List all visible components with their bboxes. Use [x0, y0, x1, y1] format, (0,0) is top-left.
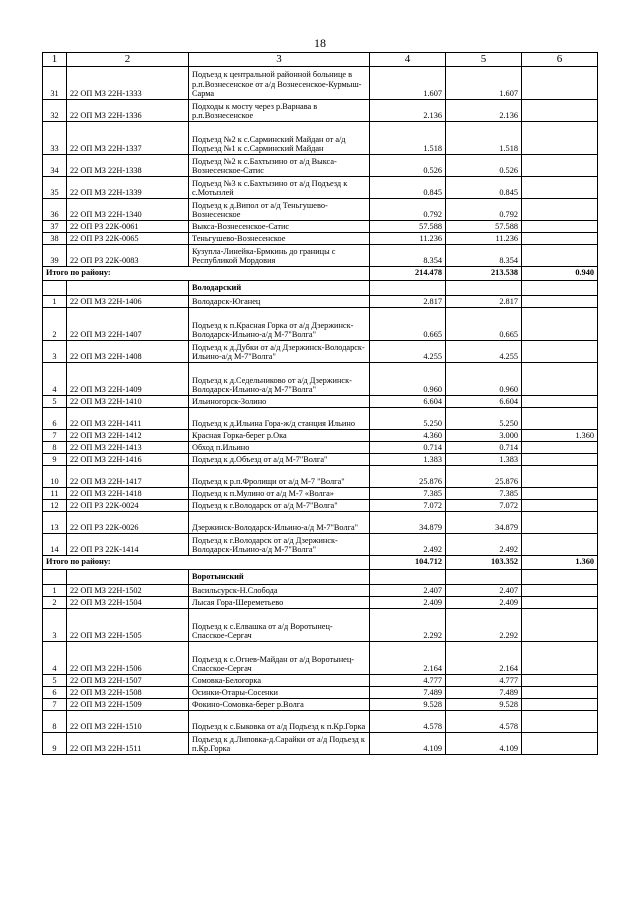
- length-col6: [522, 154, 598, 176]
- table-row: [43, 533, 598, 555]
- row-number: 12: [43, 499, 67, 511]
- road-name: Подъезд к с.Быковка от а/д Подъезд к п.Кр.Горка: [189, 710, 370, 732]
- column-header: 1: [43, 53, 67, 67]
- table-row: [43, 154, 598, 176]
- length-col5: 2.407: [446, 584, 522, 596]
- road-code: 22 ОП МЗ 22Н-1413: [67, 441, 189, 453]
- length-col6: [522, 244, 598, 266]
- road-name: Подходы к мосту через р.Варнава в р.п.Вознесенское: [189, 99, 370, 121]
- table-row: [43, 307, 598, 340]
- length-col6: [522, 441, 598, 453]
- road-name: Подъезд №3 к с.Бахтызино от а/д Подъезд к с.Мотызлей: [189, 176, 370, 198]
- length-total: 0.960: [370, 362, 446, 395]
- empty-cell: [67, 280, 189, 295]
- table-row: [43, 674, 598, 686]
- length-col5: 0.526: [446, 154, 522, 176]
- length-col5: 9.528: [446, 698, 522, 710]
- road-name: Подъезд к п.Мулино от а/д М-7 «Волга»: [189, 487, 370, 499]
- road-code: 22 ОП МЗ 22Н-1505: [67, 608, 189, 641]
- length-col5: 57.588: [446, 220, 522, 232]
- length-col6: [522, 295, 598, 307]
- road-code: 22 ОП МЗ 22Н-1407: [67, 307, 189, 340]
- road-code: 22 ОП МЗ 22Н-1416: [67, 453, 189, 465]
- road-name: Выкса-Вознесенское-Сатис: [189, 220, 370, 232]
- district-header-row: [43, 280, 598, 295]
- length-col6: [522, 596, 598, 608]
- length-total: 0.792: [370, 198, 446, 220]
- row-number: 36: [43, 198, 67, 220]
- road-name: Дзержинск-Володарск-Ильино-а/д М-7"Волга": [189, 511, 370, 533]
- length-total: 7.489: [370, 686, 446, 698]
- empty-cell: [446, 569, 522, 584]
- length-col5: 34.879: [446, 511, 522, 533]
- row-number: 3: [43, 340, 67, 362]
- length-col6: [522, 698, 598, 710]
- empty-cell: [370, 280, 446, 295]
- length-total: 11.236: [370, 232, 446, 244]
- length-col6: [522, 641, 598, 674]
- table-row: [43, 441, 598, 453]
- road-name: Подъезд к с.Елвашка от а/д Воротынец-Спасское-Сергач: [189, 608, 370, 641]
- empty-cell: [522, 280, 598, 295]
- empty-cell: [446, 280, 522, 295]
- length-total: 1.518: [370, 121, 446, 154]
- road-name: Сомовка-Белогорка: [189, 674, 370, 686]
- length-col6: [522, 340, 598, 362]
- length-total: 4.777: [370, 674, 446, 686]
- road-name: Осинки-Отары-Сосенки: [189, 686, 370, 698]
- length-total: 2.136: [370, 99, 446, 121]
- road-name: Подъезд №2 к с.Сарминский Майдан от а/д Подъезд №1 к с.Сарминский Майдан: [189, 121, 370, 154]
- district-name: Воротынский: [189, 569, 370, 584]
- table-row: [43, 362, 598, 395]
- table-row: [43, 584, 598, 596]
- road-code: 22 ОП МЗ 22Н-1336: [67, 99, 189, 121]
- road-name: Подъезд к г.Володарск от а/д М-7"Волга": [189, 499, 370, 511]
- length-col6: [522, 66, 598, 99]
- district-total-row: [43, 266, 598, 280]
- road-name: Подъезд к р.п.Фролищи от а/д М-7 "Волга": [189, 465, 370, 487]
- empty-cell: [43, 569, 67, 584]
- length-total: 2.492: [370, 533, 446, 555]
- total-label: Итого по району:: [43, 555, 370, 569]
- length-col5: 3.000: [446, 429, 522, 441]
- row-number: 32: [43, 99, 67, 121]
- road-code: 22 ОП МЗ 22Н-1418: [67, 487, 189, 499]
- road-code: 22 ОП РЗ 22К-0083: [67, 244, 189, 266]
- row-number: 6: [43, 686, 67, 698]
- length-col5: 0.792: [446, 198, 522, 220]
- road-name: Володарск-Юганец: [189, 295, 370, 307]
- length-total: 6.604: [370, 395, 446, 407]
- length-total: 0.714: [370, 441, 446, 453]
- length-col5: 5.250: [446, 407, 522, 429]
- length-total: 0.665: [370, 307, 446, 340]
- table-body: [43, 66, 598, 754]
- length-col6: [522, 465, 598, 487]
- length-total: 8.354: [370, 244, 446, 266]
- table-row: [43, 732, 598, 754]
- table-row: [43, 429, 598, 441]
- road-code: 22 ОП РЗ 22К-0026: [67, 511, 189, 533]
- length-col5: 4.109: [446, 732, 522, 754]
- length-col5: 0.665: [446, 307, 522, 340]
- length-col5: 25.876: [446, 465, 522, 487]
- table-row: [43, 499, 598, 511]
- road-code: 22 ОП МЗ 22Н-1337: [67, 121, 189, 154]
- total-col6: 0.940: [522, 266, 598, 280]
- road-code: 22 ОП МЗ 22Н-1510: [67, 710, 189, 732]
- length-total: 34.879: [370, 511, 446, 533]
- length-total: 25.876: [370, 465, 446, 487]
- column-header: 5: [446, 53, 522, 67]
- length-col5: 7.072: [446, 499, 522, 511]
- length-total: 1.383: [370, 453, 446, 465]
- table-row: [43, 220, 598, 232]
- row-number: 4: [43, 362, 67, 395]
- road-name: Теньгушево-Вознесенское: [189, 232, 370, 244]
- length-total: 7.385: [370, 487, 446, 499]
- length-col6: [522, 121, 598, 154]
- road-code: 22 ОП МЗ 22Н-1502: [67, 584, 189, 596]
- table-row: [43, 710, 598, 732]
- column-header: 3: [189, 53, 370, 67]
- length-col6: [522, 533, 598, 555]
- road-code: 22 ОП МЗ 22Н-1333: [67, 66, 189, 99]
- length-total: 4.255: [370, 340, 446, 362]
- empty-cell: [43, 280, 67, 295]
- road-code: 22 ОП МЗ 22Н-1508: [67, 686, 189, 698]
- length-col5: 2.164: [446, 641, 522, 674]
- table-row: [43, 244, 598, 266]
- length-col5: 7.385: [446, 487, 522, 499]
- road-code: 22 ОП МЗ 22Н-1408: [67, 340, 189, 362]
- road-name: Васильсурск-Н.Слобода: [189, 584, 370, 596]
- row-number: 31: [43, 66, 67, 99]
- row-number: 4: [43, 641, 67, 674]
- length-col5: 4.578: [446, 710, 522, 732]
- row-number: 1: [43, 295, 67, 307]
- length-col5: 7.489: [446, 686, 522, 698]
- road-code: 22 ОП МЗ 22Н-1417: [67, 465, 189, 487]
- road-code: 22 ОП МЗ 22Н-1412: [67, 429, 189, 441]
- page-number: 18: [314, 36, 326, 50]
- district-header-row: [43, 569, 598, 584]
- table-row: [43, 232, 598, 244]
- length-col5: 8.354: [446, 244, 522, 266]
- road-name: Подъезд к п.Красная Горка от а/д Дзержинск-Володарск-Ильино-а/д М-7"Волга": [189, 307, 370, 340]
- road-name: Ильиногорск-Золино: [189, 395, 370, 407]
- row-number: 6: [43, 407, 67, 429]
- row-number: 2: [43, 596, 67, 608]
- total-col6: 1.360: [522, 555, 598, 569]
- total-col5: 103.352: [446, 555, 522, 569]
- length-col6: [522, 307, 598, 340]
- table-row: [43, 511, 598, 533]
- road-code: 22 ОП МЗ 22Н-1339: [67, 176, 189, 198]
- length-total: 9.528: [370, 698, 446, 710]
- length-col5: 2.409: [446, 596, 522, 608]
- length-total: 2.409: [370, 596, 446, 608]
- road-code: 22 ОП МЗ 22Н-1410: [67, 395, 189, 407]
- row-number: 14: [43, 533, 67, 555]
- length-total: 0.845: [370, 176, 446, 198]
- length-total: 2.292: [370, 608, 446, 641]
- length-col5: 0.845: [446, 176, 522, 198]
- row-number: 33: [43, 121, 67, 154]
- road-code: 22 ОП МЗ 22Н-1504: [67, 596, 189, 608]
- length-total: 7.072: [370, 499, 446, 511]
- road-code: 22 ОП МЗ 22Н-1507: [67, 674, 189, 686]
- road-name: Лысая Гора-Шереметьево: [189, 596, 370, 608]
- length-col5: 6.604: [446, 395, 522, 407]
- row-number: 8: [43, 441, 67, 453]
- length-total: 2.407: [370, 584, 446, 596]
- column-header: 6: [522, 53, 598, 67]
- length-col6: [522, 710, 598, 732]
- road-name: Подъезд к с.Огнев-Майдан от а/д Воротынец-Спасское-Сергач: [189, 641, 370, 674]
- table-row: [43, 407, 598, 429]
- length-col5: 2.292: [446, 608, 522, 641]
- table-row: [43, 686, 598, 698]
- length-col5: 4.777: [446, 674, 522, 686]
- road-code: 22 ОП МЗ 22Н-1511: [67, 732, 189, 754]
- length-col6: [522, 395, 598, 407]
- length-col6: 1.360: [522, 429, 598, 441]
- road-name: Подъезд к д.Дубки от а/д Дзержинск-Володарск-Ильино-а/д М-7"Волга": [189, 340, 370, 362]
- row-number: 7: [43, 429, 67, 441]
- road-code: 22 ОП МЗ 22Н-1340: [67, 198, 189, 220]
- row-number: 13: [43, 511, 67, 533]
- length-total: 57.588: [370, 220, 446, 232]
- length-col6: [522, 511, 598, 533]
- road-name: Фокино-Сомовка-берег р.Волга: [189, 698, 370, 710]
- road-code: 22 ОП РЗ 22К-0065: [67, 232, 189, 244]
- length-col6: [522, 176, 598, 198]
- road-code: 22 ОП МЗ 22Н-1411: [67, 407, 189, 429]
- length-col6: [522, 220, 598, 232]
- length-col6: [522, 608, 598, 641]
- column-header: 4: [370, 53, 446, 67]
- length-col5: 1.607: [446, 66, 522, 99]
- table-row: [43, 340, 598, 362]
- column-header: 2: [67, 53, 189, 67]
- length-total: 0.526: [370, 154, 446, 176]
- road-name: Подъезд к д.Липовка-д.Сарайки от а/д Подъезд к п.Кр.Горка: [189, 732, 370, 754]
- length-col6: [522, 732, 598, 754]
- table-row: [43, 66, 598, 99]
- road-name: Подъезд к центральной районной больнице в р.п.Вознесенское от а/д Вознесенское-Курмыш-Сарма: [189, 66, 370, 99]
- road-code: 22 ОП РЗ 22К-0061: [67, 220, 189, 232]
- road-code: 22 ОП МЗ 22Н-1506: [67, 641, 189, 674]
- length-col5: 1.383: [446, 453, 522, 465]
- empty-cell: [522, 569, 598, 584]
- district-name: Володарский: [189, 280, 370, 295]
- row-number: 35: [43, 176, 67, 198]
- length-col6: [522, 198, 598, 220]
- road-code: 22 ОП МЗ 22Н-1338: [67, 154, 189, 176]
- total-col5: 213.538: [446, 266, 522, 280]
- table-row: [43, 198, 598, 220]
- length-col5: 2.817: [446, 295, 522, 307]
- road-name: Подъезд к д.Объезд от а/д М-7"Волга": [189, 453, 370, 465]
- row-number: 11: [43, 487, 67, 499]
- length-col5: 0.960: [446, 362, 522, 395]
- table-row: [43, 641, 598, 674]
- length-col6: [522, 232, 598, 244]
- length-col5: 2.492: [446, 533, 522, 555]
- table-row: [43, 698, 598, 710]
- table-row: [43, 295, 598, 307]
- table-row: [43, 453, 598, 465]
- row-number: 5: [43, 395, 67, 407]
- length-total: 4.360: [370, 429, 446, 441]
- length-col6: [522, 499, 598, 511]
- row-number: 37: [43, 220, 67, 232]
- row-number: 2: [43, 307, 67, 340]
- road-code: 22 ОП МЗ 22Н-1409: [67, 362, 189, 395]
- total-label: Итого по району:: [43, 266, 370, 280]
- length-col6: [522, 686, 598, 698]
- table-row: [43, 121, 598, 154]
- row-number: 5: [43, 674, 67, 686]
- roads-table: [42, 52, 598, 755]
- table-row: [43, 99, 598, 121]
- length-col5: 11.236: [446, 232, 522, 244]
- length-col6: [522, 453, 598, 465]
- length-col6: [522, 407, 598, 429]
- length-col6: [522, 99, 598, 121]
- length-total: 5.250: [370, 407, 446, 429]
- empty-cell: [370, 569, 446, 584]
- road-name: Обход п.Ильино: [189, 441, 370, 453]
- road-code: 22 ОП МЗ 22Н-1509: [67, 698, 189, 710]
- road-name: Подъезд к д.Ильина Гора-ж/д станция Ильино: [189, 407, 370, 429]
- length-col5: 4.255: [446, 340, 522, 362]
- table-row: [43, 596, 598, 608]
- length-total: 1.607: [370, 66, 446, 99]
- road-name: Кузупла-Линейка-Брмкинь до границы с Республикой Мордовия: [189, 244, 370, 266]
- length-col5: 2.136: [446, 99, 522, 121]
- road-name: Подъезд №2 к с.Бахтызино от а/д Выкса-Вознесенское-Сатис: [189, 154, 370, 176]
- road-code: 22 ОП МЗ 22Н-1406: [67, 295, 189, 307]
- road-code: 22 ОП РЗ 22К-1414: [67, 533, 189, 555]
- length-total: 2.164: [370, 641, 446, 674]
- road-name: Подъезд к д.Седельниково от а/д Дзержинск-Володарск-Ильино-а/д М-7"Волга": [189, 362, 370, 395]
- length-total: 4.109: [370, 732, 446, 754]
- table-row: [43, 176, 598, 198]
- road-name: Подъезд к д.Випол от а/д Теньгушево-Вознесенское: [189, 198, 370, 220]
- row-number: 10: [43, 465, 67, 487]
- table-row: [43, 395, 598, 407]
- road-code: 22 ОП РЗ 22К-0024: [67, 499, 189, 511]
- table-row: [43, 487, 598, 499]
- road-name: Красная Горка-берег р.Ока: [189, 429, 370, 441]
- row-number: 8: [43, 710, 67, 732]
- row-number: 3: [43, 608, 67, 641]
- district-total-row: [43, 555, 598, 569]
- row-number: 7: [43, 698, 67, 710]
- row-number: 34: [43, 154, 67, 176]
- row-number: 38: [43, 232, 67, 244]
- total-col4: 104.712: [370, 555, 446, 569]
- row-number: 39: [43, 244, 67, 266]
- row-number: 9: [43, 732, 67, 754]
- length-col5: 1.518: [446, 121, 522, 154]
- length-col5: 0.714: [446, 441, 522, 453]
- length-col6: [522, 362, 598, 395]
- length-col6: [522, 487, 598, 499]
- table-row: [43, 465, 598, 487]
- length-col6: [522, 584, 598, 596]
- column-numbers-row: [43, 53, 598, 67]
- table-row: [43, 608, 598, 641]
- road-name: Подъезд к г.Володарск от а/д Дзержинск-Володарск-Ильино-а/д М-7"Волга": [189, 533, 370, 555]
- length-total: 2.817: [370, 295, 446, 307]
- length-total: 4.578: [370, 710, 446, 732]
- row-number: 9: [43, 453, 67, 465]
- empty-cell: [67, 569, 189, 584]
- total-col4: 214.478: [370, 266, 446, 280]
- row-number: 1: [43, 584, 67, 596]
- length-col6: [522, 674, 598, 686]
